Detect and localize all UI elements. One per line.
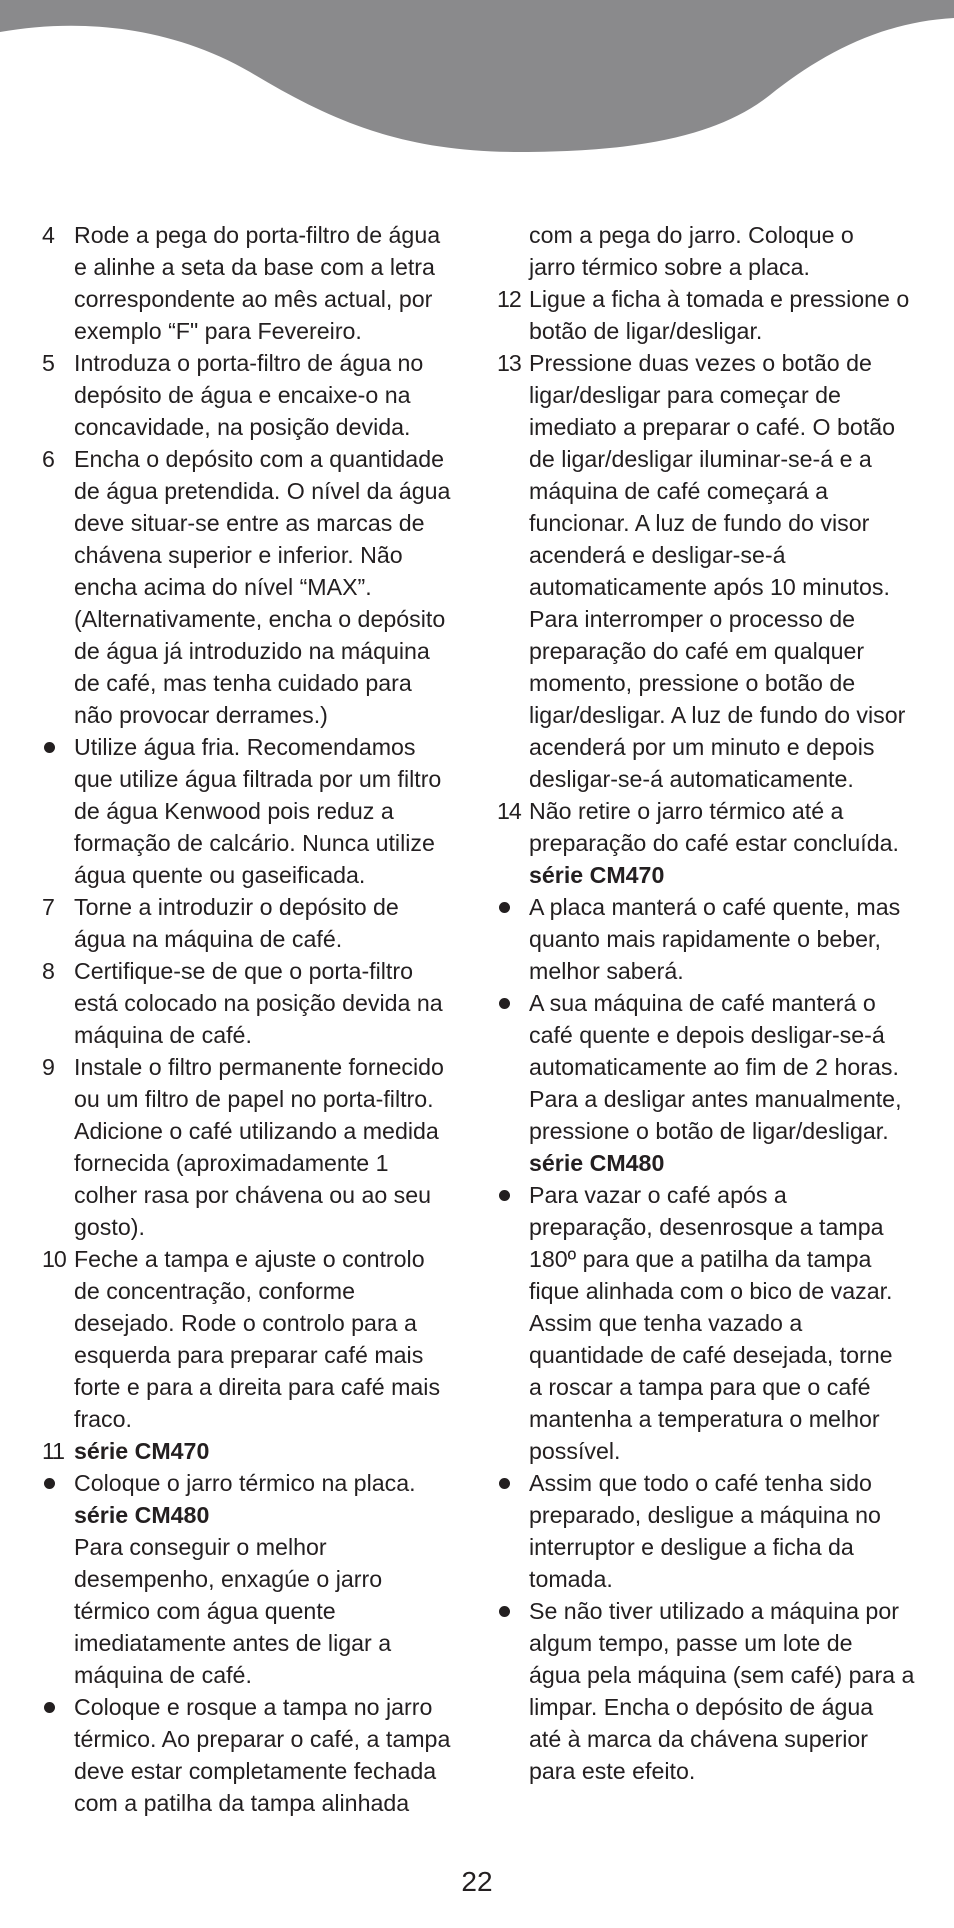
text-line: possível. [529,1438,621,1464]
text-line: Feche a tampa e ajuste o controlo [74,1246,425,1272]
text-line: A placa manterá o café quente, mas [529,894,901,920]
text-line: ou um filtro de papel no porta-filtro. [74,1086,434,1112]
page-number: 22 [461,1866,493,1897]
series-heading: série CM480 [529,1150,665,1176]
text-line: Instale o filtro permanente fornecido [74,1054,444,1080]
text-line: Para conseguir o melhor [74,1534,327,1560]
series-heading: série CM470 [74,1438,210,1464]
text-line: de café, mas tenha cuidado para [74,670,412,696]
text-line: Utilize água fria. Recomendamos [74,734,416,760]
text-line: desempenho, enxagúe o jarro [74,1566,383,1592]
text-line: Introduza o porta-filtro de água no [74,350,424,376]
text-line: Adicione o café utilizando a medida [74,1118,439,1144]
text-line: ligar/desligar para começar de [529,382,841,408]
text-line: encha acima do nível “MAX”. [74,574,372,600]
text-line: máquina de café. [74,1022,252,1048]
text-line: funcionar. A luz de fundo do visor [529,510,870,536]
numbered-step [42,443,452,731]
text-line: de água Kenwood pois reduz a [74,798,394,824]
text-line: (Alternativamente, encha o depósito [74,606,446,632]
text-line: quantidade de café desejada, torne [529,1342,893,1368]
text-line: Pressione duas vezes o botão de [529,350,872,376]
numbered-step [497,347,917,795]
text-line: de água já introduzido na máquina [74,638,430,664]
numbered-step [42,219,452,347]
bullet-item [42,731,452,891]
text-line: Assim que todo o café tenha sido [529,1470,872,1496]
text-line: algum tempo, passe um lote de [529,1630,853,1656]
bullet-item [497,1467,917,1595]
text-line: acenderá e desligar-se-á [529,542,786,568]
bullet-icon [499,1190,510,1201]
text-line: momento, pressione o botão de [529,670,856,696]
text-line: Para interromper o processo de [529,606,856,632]
step-number: 14 [497,798,521,824]
text-line: ligar/desligar. A luz de fundo do visor [529,702,906,728]
bullet-item [42,1467,452,1499]
text-line: de água pretendida. O nível da água [74,478,451,504]
text-line: preparado, desligue a máquina no [529,1502,881,1528]
text-line: fique alinhada com o bico de vazar. [529,1278,893,1304]
text-line: A sua máquina de café manterá o [529,990,876,1016]
text-line: mantenha a temperatura o melhor [529,1406,880,1432]
step-number: 12 [497,286,521,312]
text-line: com a pega do jarro. Coloque o [529,222,854,248]
text-line: Ligue a ficha à tomada e pressione o [529,286,910,312]
bullet-icon [499,1606,510,1617]
text-line: quanto mais rapidamente o beber, [529,926,881,952]
text-line: para este efeito. [529,1758,696,1784]
text-line: depósito de água e encaixe-o na [74,382,411,408]
numbered-step [42,955,452,1051]
step-number: 10 [42,1246,66,1272]
step-number: 9 [42,1054,55,1080]
text-line: Coloque e rosque a tampa no jarro [74,1694,433,1720]
text-line: 180º para que a patilha da tampa [529,1246,872,1272]
text-line: Não retire o jarro térmico até a [529,798,844,824]
text-line: água pela máquina (sem café) para a [529,1662,915,1688]
text-line: que utilize água filtrada por um filtro [74,766,442,792]
text-line: e alinhe a seta da base com a letra [74,254,435,280]
text-line: melhor saberá. [529,958,684,984]
step-number: 11 [42,1438,65,1464]
step-number: 5 [42,350,55,376]
text-line: deve estar completamente fechada [74,1758,437,1784]
text-line: Certifique-se de que o porta-filtro [74,958,413,984]
text-line: botão de ligar/desligar. [529,318,763,344]
text-line: preparação, desenrosque a tampa [529,1214,884,1240]
text-line: correspondente ao mês actual, por [74,286,433,312]
text-line: concavidade, na posição devida. [74,414,411,440]
text-line: Se não tiver utilizado a máquina por [529,1598,899,1624]
text-line: Torne a introduzir o depósito de [74,894,399,920]
bullet-icon [499,1478,510,1489]
text-line: Rode a pega do porta-filtro de água [74,222,441,248]
left-column [42,219,452,1819]
text-line: de ligar/desligar iluminar-se-á e a [529,446,872,472]
step-number: 6 [42,446,55,472]
numbered-step [497,795,917,859]
text-line: acenderá por um minuto e depois [529,734,875,760]
text-line: térmico com água quente [74,1598,336,1624]
header-wave-banner [0,0,954,160]
bullet-icon [499,902,510,913]
text-block [42,1499,452,1691]
text-line: preparação do café em qualquer [529,638,865,664]
step-number: 13 [497,350,521,376]
text-line: formação de calcário. Nunca utilize [74,830,435,856]
text-line: jarro térmico sobre a placa. [529,254,810,280]
step-number: 8 [42,958,55,984]
bullet-icon [44,1702,55,1713]
text-line: Assim que tenha vazado a [529,1310,803,1336]
text-line: Encha o depósito com a quantidade [74,446,444,472]
bullet-item [497,1595,917,1787]
text-block [497,859,917,891]
numbered-step [497,283,917,347]
text-line: até à marca da chávena superior [529,1726,868,1752]
text-line: fraco. [74,1406,132,1432]
text-line: limpar. Encha o depósito de água [529,1694,874,1720]
text-block [497,1147,917,1179]
text-line: térmico. Ao preparar o café, a tampa [74,1726,451,1752]
text-line: automaticamente ao fim de 2 horas. [529,1054,899,1080]
bullet-icon [44,1478,55,1489]
text-line: imediatamente antes de ligar a [74,1630,392,1656]
bullet-item [497,987,917,1147]
numbered-step [42,1051,452,1243]
series-heading: série CM470 [529,862,665,888]
text-line: esquerda para preparar café mais [74,1342,424,1368]
text-line: café quente e depois desligar-se-á [529,1022,885,1048]
bullet-item [42,1691,452,1819]
text-line: preparação do café estar concluída. [529,830,899,856]
text-line: automaticamente após 10 minutos. [529,574,890,600]
series-heading: série CM480 [74,1502,210,1528]
text-line: está colocado na posição devida na [74,990,443,1016]
numbered-step [42,1243,452,1435]
step-number: 7 [42,894,55,920]
bullet-item [497,891,917,987]
text-line: tomada. [529,1566,613,1592]
text-line: imediato a preparar o café. O botão [529,414,896,440]
text-line: colher rasa por chávena ou ao seu [74,1182,432,1208]
text-line: Para vazar o café após a [529,1182,787,1208]
numbered-step [42,891,452,955]
text-line: chávena superior e inferior. Não [74,542,403,568]
text-line: pressione o botão de ligar/desligar. [529,1118,889,1144]
text-line: água quente ou gaseificada. [74,862,366,888]
numbered-step [42,1435,452,1467]
step-number: 4 [42,222,55,248]
bullet-item [497,1179,917,1467]
text-line: desejado. Rode o controlo para a [74,1310,417,1336]
text-line: com a patilha da tampa alinhada [74,1790,410,1816]
bullet-icon [44,742,55,753]
text-line: forte e para a direita para café mais [74,1374,441,1400]
text-line: exemplo “F" para Fevereiro. [74,318,362,344]
bullet-icon [499,998,510,1009]
text-line: gosto). [74,1214,145,1240]
text-line: água na máquina de café. [74,926,343,952]
text-line: a roscar a tampa para que o café [529,1374,871,1400]
text-line: não provocar derrames.) [74,702,328,728]
text-line: interruptor e desligue a ficha da [529,1534,854,1560]
text-line: deve situar-se entre as marcas de [74,510,425,536]
text-line: fornecida (aproximadamente 1 [74,1150,389,1176]
text-line: máquina de café começará a [529,478,829,504]
text-block [497,219,917,283]
text-line: desligar-se-á automaticamente. [529,766,854,792]
text-line: máquina de café. [74,1662,252,1688]
right-column [497,219,917,1787]
numbered-step [42,347,452,443]
text-line: de concentração, conforme [74,1278,355,1304]
text-line: Para a desligar antes manualmente, [529,1086,902,1112]
text-line: Coloque o jarro térmico na placa. [74,1470,416,1496]
